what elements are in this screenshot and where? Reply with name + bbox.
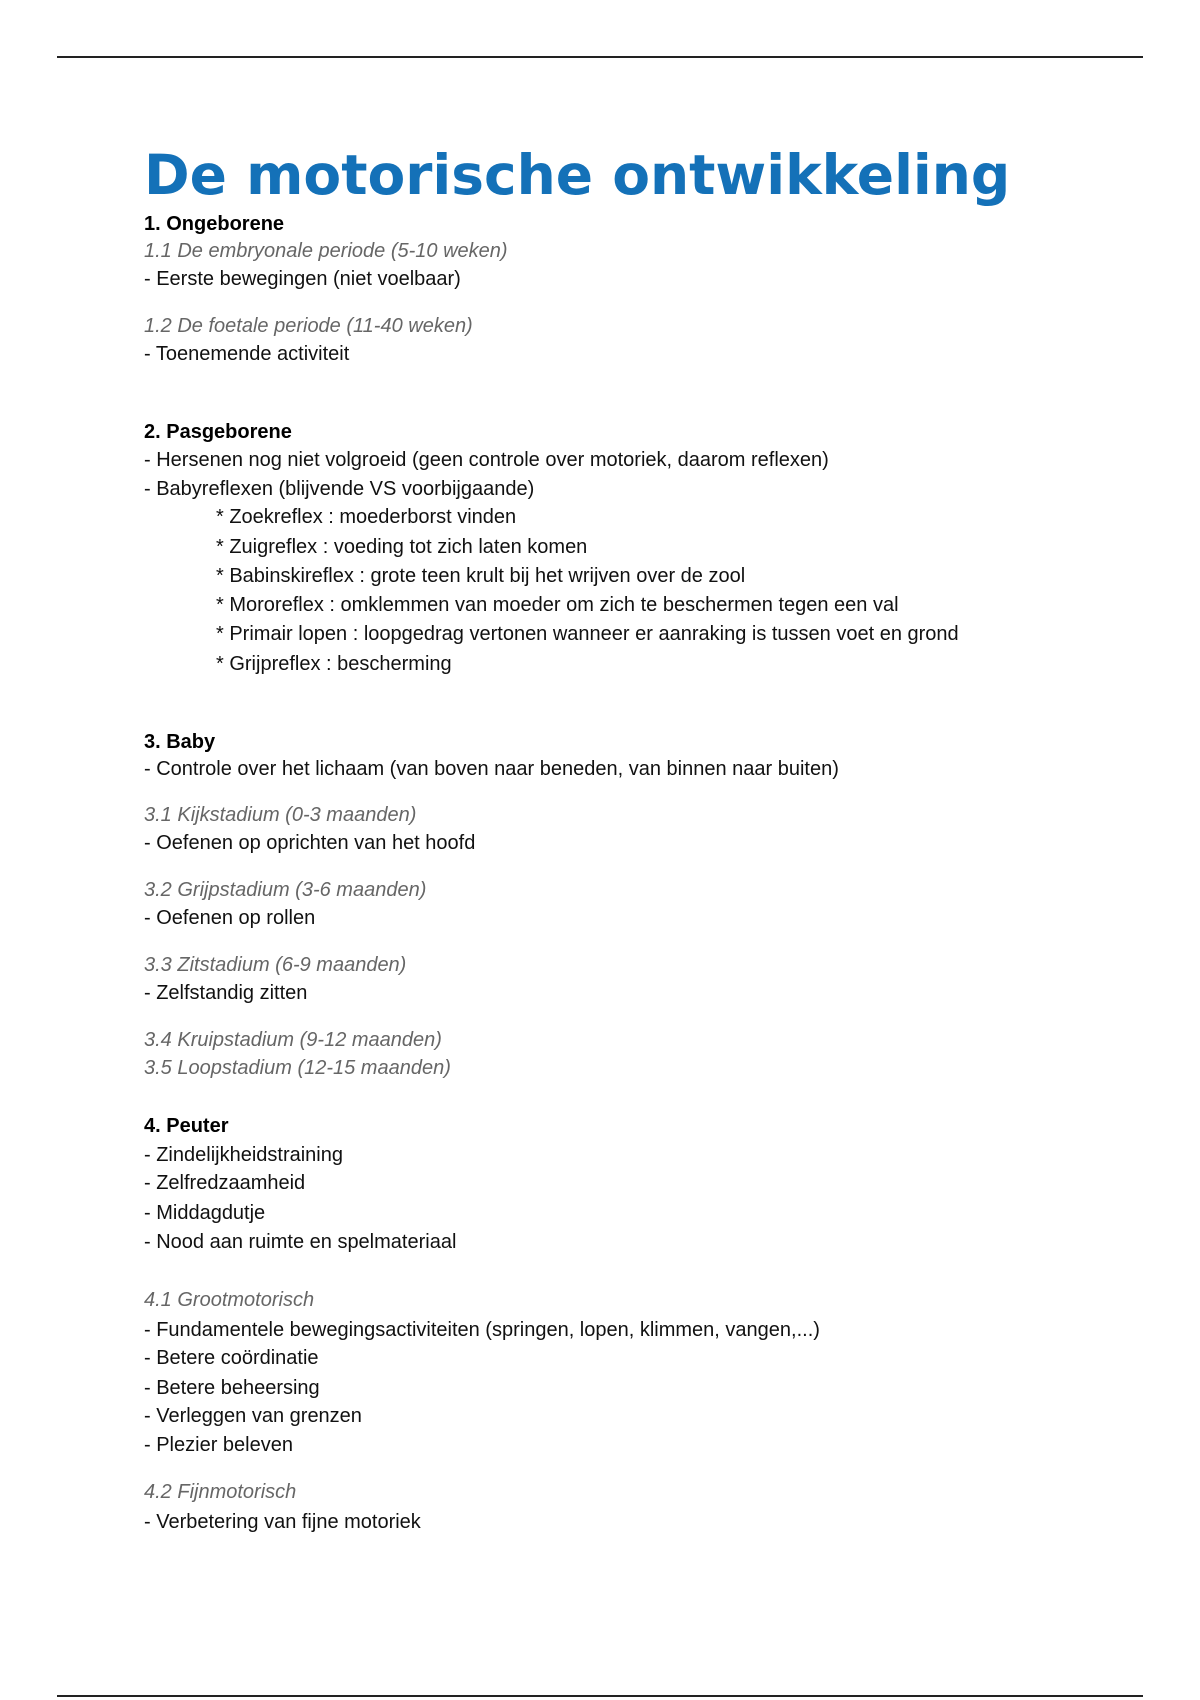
document-title: De motorische ontwikkeling: [144, 143, 1011, 207]
subsection-title: 4.2 Fijnmotorisch: [144, 1481, 297, 1503]
subsection-title: 3.2 Grijpstadium (3-6 maanden): [144, 879, 427, 901]
list-item: - Nood aan ruimte en spelmateriaal: [144, 1231, 457, 1253]
subsection-title: 3.5 Loopstadium (12-15 maanden): [144, 1057, 451, 1079]
footer-rule: [57, 1695, 1143, 1697]
list-item: - Oefenen op oprichten van het hoofd: [144, 832, 476, 854]
section-heading: 2. Pasgeborene: [144, 421, 292, 443]
list-item: - Fundamentele bewegingsactiviteiten (springen, lopen, klimmen, vangen,...): [144, 1319, 820, 1341]
reflex-item: * Grijpreflex : bescherming: [216, 653, 452, 675]
list-item: - Plezier beleven: [144, 1434, 293, 1456]
reflex-item: * Zuigreflex : voeding tot zich laten komen: [216, 536, 588, 558]
list-item: - Zelfredzaamheid: [144, 1172, 306, 1194]
list-item: - Betere coördinatie: [144, 1347, 319, 1369]
list-item: - Zindelijkheidstraining: [144, 1144, 343, 1166]
header-rule: [57, 56, 1143, 58]
subsection-title: 1.1 De embryonale periode (5-10 weken): [144, 240, 508, 262]
section-heading: 3. Baby: [144, 731, 216, 753]
reflex-item: * Primair lopen : loopgedrag vertonen wanneer er aanraking is tussen voet en grond: [216, 623, 959, 645]
section-heading: 1. Ongeborene: [144, 213, 285, 235]
subsection-title: 3.4 Kruipstadium (9-12 maanden): [144, 1029, 442, 1051]
subsection-title: 3.1 Kijkstadium (0-3 maanden): [144, 804, 417, 826]
list-item: - Controle over het lichaam (van boven naar beneden, van binnen naar buiten): [144, 758, 839, 780]
subsection-title: 4.1 Grootmotorisch: [144, 1289, 315, 1311]
list-item: - Toenemende activiteit: [144, 343, 350, 365]
list-item: - Middagdutje: [144, 1202, 266, 1224]
subsection-title: 3.3 Zitstadium (6-9 maanden): [144, 954, 407, 976]
list-item: - Oefenen op rollen: [144, 907, 316, 929]
subsection-title: 1.2 De foetale periode (11-40 weken): [144, 315, 473, 337]
list-item: - Verbetering van fijne motoriek: [144, 1511, 421, 1533]
reflex-item: * Mororeflex : omklemmen van moeder om zich te beschermen tegen een val: [216, 594, 899, 616]
list-item: - Zelfstandig zitten: [144, 982, 308, 1004]
list-item: - Babyreflexen (blijvende VS voorbijgaande): [144, 478, 535, 500]
reflex-item: * Babinskireflex : grote teen krult bij het wrijven over de zool: [216, 565, 746, 587]
section-heading: 4. Peuter: [144, 1115, 229, 1137]
reflex-item: * Zoekreflex : moederborst vinden: [216, 506, 517, 528]
list-item: - Verleggen van grenzen: [144, 1405, 362, 1427]
list-item: - Hersenen nog niet volgroeid (geen controle over motoriek, daarom reflexen): [144, 449, 829, 471]
list-item: - Eerste bewegingen (niet voelbaar): [144, 268, 461, 290]
list-item: - Betere beheersing: [144, 1377, 320, 1399]
